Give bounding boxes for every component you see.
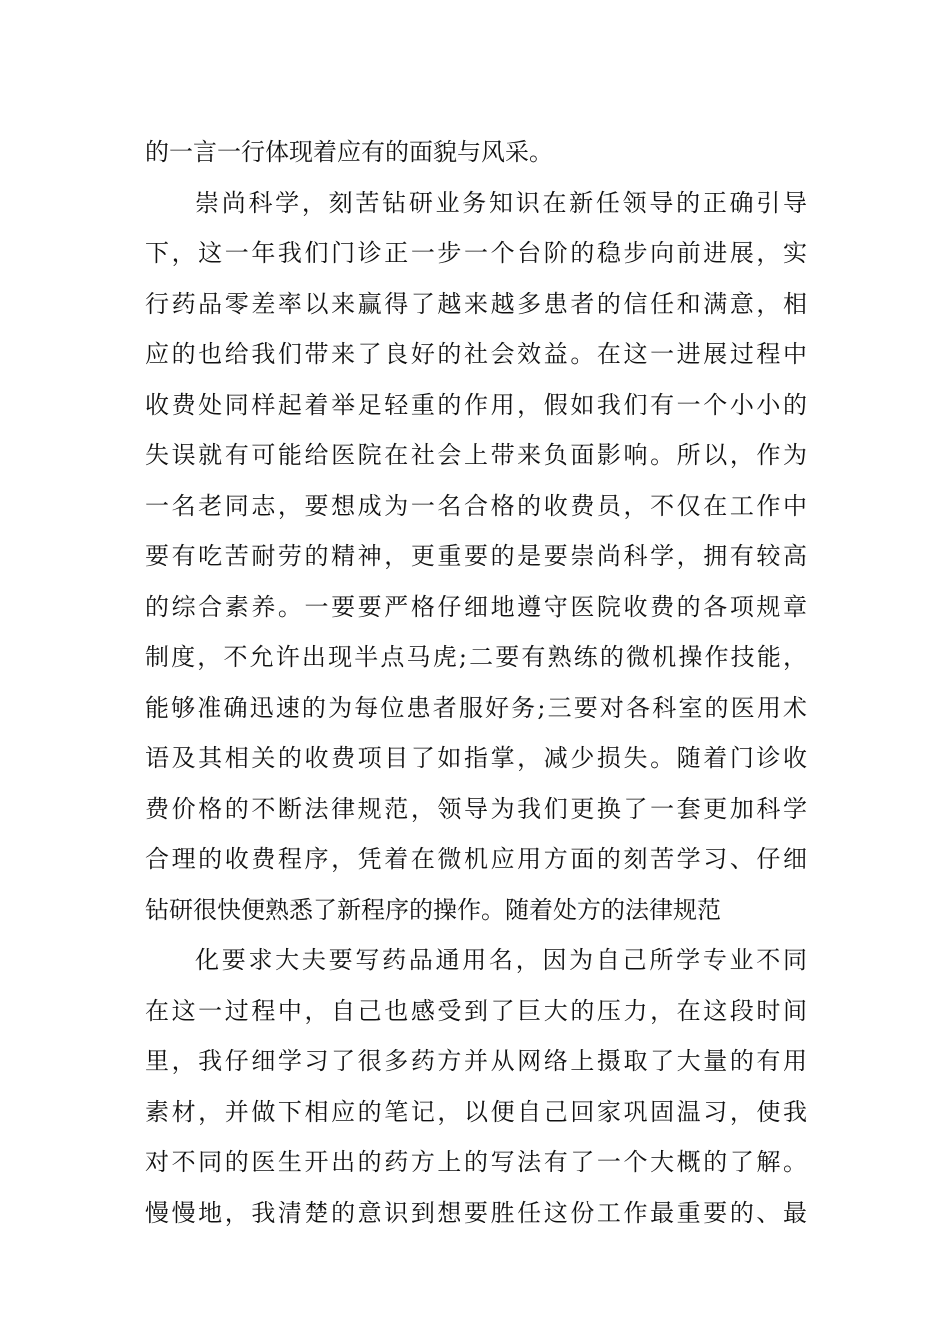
text-line: 应的也给我们带来了良好的社会效益。在这一进展过程中 [145, 340, 807, 368]
text-line: 在这一过程中，自己也感受到了巨大的压力，在这段时间 [145, 996, 807, 1025]
text-line: 钻研很快便熟悉了新程序的操作。随着处方的法律规范 [145, 895, 721, 924]
body-text [145, 127, 807, 1238]
text-line: 对不同的医生开出的药方上的写法有了一个大概的了解。 [145, 1148, 807, 1176]
text-line: 制度，不允许出现半点马虎;二要有熟练的微机操作技能， [145, 643, 807, 671]
text-line: 要有吃苦耐劳的精神，更重要的是要崇尚科学，拥有较高 [145, 542, 807, 570]
text-line: 费价格的不断法律规范，领导为我们更换了一套更加科学 [145, 794, 807, 823]
text-line: 失误就有可能给医院在社会上带来负面影响。所以，作为 [145, 441, 807, 469]
text-line: 语及其相关的收费项目了如指掌，减少损失。随着门诊收 [145, 744, 807, 772]
text-line: 收费处同样起着举足轻重的作用，假如我们有一个小小的 [145, 390, 807, 419]
text-line: 下，这一年我们门诊正一步一个台阶的稳步向前进展，实 [145, 239, 807, 267]
text-line: 慢慢地，我清楚的意识到想要胜任这份工作最重要的、最 [145, 1198, 807, 1227]
text-line: 的综合素养。一要要严格仔细地遵守医院收费的各项规章 [145, 592, 807, 621]
text-line: 的一言一行体现着应有的面貌与风采。 [145, 138, 553, 166]
text-line: 能够准确迅速的为每位患者服好务;三要对各科室的医用术 [145, 693, 807, 722]
paragraph-first-line: 化要求大夫要写药品通用名，因为自己所学专业不同 [195, 946, 807, 974]
text-line: 里，我仔细学习了很多药方并从网络上摄取了大量的有用 [145, 1047, 807, 1075]
text-line: 素材，并做下相应的笔记，以便自己回家巩固温习，使我 [145, 1097, 807, 1126]
paragraph-first-line: 崇尚科学，刻苦钻研业务知识在新任领导的正确引导 [195, 188, 807, 217]
text-line: 行药品零差率以来赢得了越来越多患者的信任和满意，相 [145, 289, 807, 318]
text-line: 一名老同志，要想成为一名合格的收费员，不仅在工作中 [145, 491, 807, 520]
text-line: 合理的收费程序，凭着在微机应用方面的刻苦学习、仔细 [145, 845, 807, 873]
